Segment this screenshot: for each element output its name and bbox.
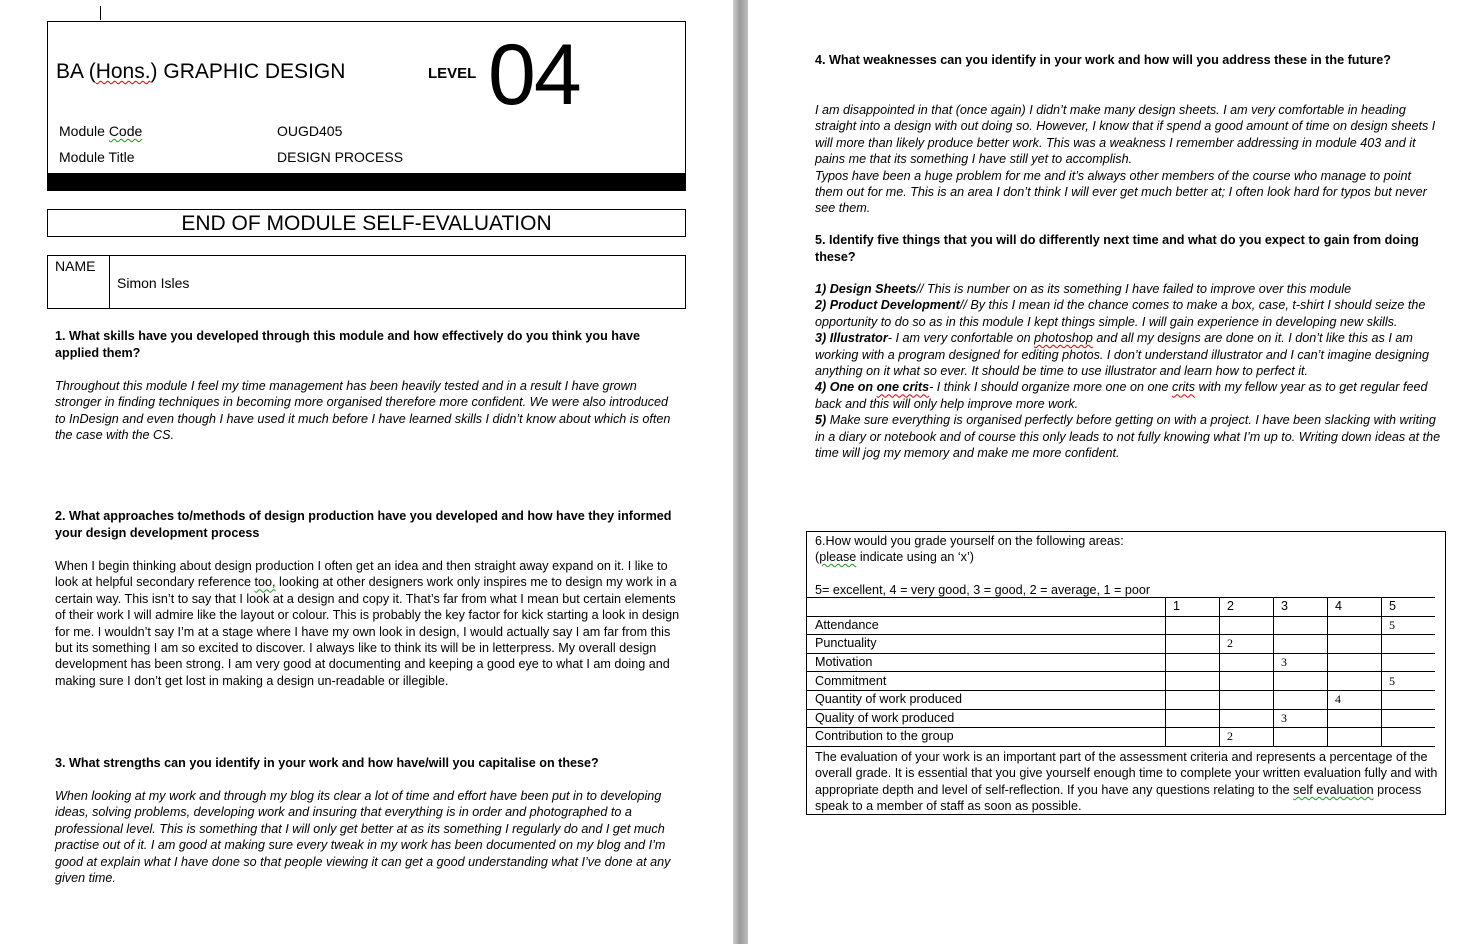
grade-col-4: 4	[1328, 598, 1382, 617]
table-row	[807, 616, 1435, 635]
grade-row-label: Attendance	[807, 616, 1166, 635]
page-left	[0, 0, 733, 944]
answer-2: When I begin thinking about design production I often get an idea and then straight away expand on it. I like to look at helpful secondary reference too, looking at other designers work only inspires me to design my work in a certain way. This isn’t to say that I look at a design and copy it. That’s far from what I mean but certain elements of their work I will admire like the layout or colour. This is probably the key factor for kick starting a look in design for me. I wouldn’t say I’m at a stage where I have my own look in design, I would actually say I am far from this but its something I am so excited to discover. I always like to think its will be in letterpress. My overall design development has been strong. I am very good at documenting and keeping a good eye to what I am doing and making sure I don’t get lost in making a design un-readable or illegible.	[55, 559, 680, 688]
name-field	[47, 255, 686, 309]
answer-4: I am disappointed in that (once again) I didn’t make many design sheets. I am very comfortable in heading straight into a design with out doing so. However, I know that if spend a good amount of time on design sheets I will more than likely produce better work. This was a weakness I remember addressing in module 403 and it pains me that its something I have still yet to accomplish. Typos have been a huge problem for me and it’s always other members of the course who manage to point them out for me. This is an area I don’t think I will ever get much better at; I often look hard for typos but never see them.	[815, 103, 1436, 216]
grade-col-2: 2	[1220, 598, 1274, 617]
grade-cell[interactable]: 4	[1328, 690, 1382, 709]
grade-col-5: 5	[1382, 598, 1436, 617]
question-3: 3. What strengths can you identify in your work and how have/will you capitalise on these?	[55, 756, 599, 770]
list-item: 3) Illustrator- I am very confortable on photoshop and all my designs are done on it. I don’t like this as I am working with a program designed for editing photos. I don’t understand illustrator and I can’t imagine designing anything on it what so ever. It should be time to use illustrator and learn how to perfect it.	[815, 331, 1429, 379]
list-item: 5) Make sure everything is organised perfectly before getting on with a project. I have been slacking with writing in a diary or notebook and of course this only leads to not fully knowing what I’m up to. Writing down ideas at the time will jog my memory and make me more confident.	[815, 413, 1441, 461]
grade-row-label: Commitment	[807, 672, 1166, 691]
grade-table-box	[806, 531, 1446, 815]
question-4: 4. What weaknesses can you identify in your work and how will you address these in the future?	[815, 53, 1391, 67]
grade-cell[interactable]	[1166, 635, 1220, 654]
name-value: Simon Isles	[117, 275, 190, 291]
grade-row-label: Punctuality	[807, 635, 1166, 654]
module-title-label: Module Title	[59, 149, 135, 165]
table-row	[807, 672, 1435, 691]
answer-3: When looking at my work and through my blog its clear a lot of time and effort have been put in to developing ideas, solving problems, developing work and insuring that everything is in order and photographed to a professional level. This is something that I will only get better at as its something I regularly do and I get much practise out of it. I am good at making sure every tweak in my work has been documented on my blog and I’m good at explain what I have done so that people viewing it can get a good understanding what I’ve done at any given time.	[55, 789, 671, 886]
grade-cell[interactable]	[1328, 672, 1382, 691]
grade-cell[interactable]	[1220, 616, 1274, 635]
grade-cell[interactable]	[1382, 728, 1436, 747]
grade-header-blank	[807, 598, 1166, 617]
grade-row-label: Contribution to the group	[807, 728, 1166, 747]
grade-cell[interactable]: 3	[1274, 709, 1328, 728]
name-divider	[109, 256, 110, 308]
module-title-value: DESIGN PROCESS	[277, 149, 404, 165]
name-label: NAME	[55, 258, 96, 274]
grade-cell[interactable]	[1166, 672, 1220, 691]
grade-cell[interactable]: 2	[1220, 728, 1274, 747]
grade-cell[interactable]: 5	[1382, 616, 1436, 635]
level-number: 04	[488, 27, 580, 123]
grade-col-3: 3	[1274, 598, 1328, 617]
grade-row-label: Quality of work produced	[807, 709, 1166, 728]
grade-cell[interactable]	[1382, 690, 1436, 709]
grade-cell[interactable]	[1382, 653, 1436, 672]
grade-cell[interactable]	[1220, 653, 1274, 672]
grade-cell[interactable]	[1166, 690, 1220, 709]
header-rule	[47, 173, 686, 191]
grade-col-1: 1	[1166, 598, 1220, 617]
grade-cell[interactable]	[1382, 635, 1436, 654]
grade-cell[interactable]: 3	[1274, 653, 1328, 672]
grade-cell[interactable]	[1166, 709, 1220, 728]
table-row	[807, 728, 1435, 747]
question-2: 2. What approaches to/methods of design production have you developed and how have they informed your design development process	[55, 509, 672, 540]
grade-cell[interactable]	[1220, 690, 1274, 709]
list-item: 2) Product Development// By this I mean id the chance comes to make a box, case, t-shirt I should seize the opportunity to do so as in this module I kept things simple. I will gain experience in developing new skills.	[815, 298, 1426, 329]
question-5: 5. Identify five things that you will do differently next time and what do you expect to gain from doing these?	[815, 233, 1419, 264]
grade-cell[interactable]	[1382, 709, 1436, 728]
grade-cell[interactable]	[1166, 728, 1220, 747]
grade-cell[interactable]	[1274, 690, 1328, 709]
grade-cell[interactable]	[1274, 728, 1328, 747]
grade-cell[interactable]: 2	[1220, 635, 1274, 654]
page-gutter	[733, 0, 748, 944]
grade-cell[interactable]	[1328, 635, 1382, 654]
list-item: 4) One on one crits- I think I should organize more one on one crits with my fellow year as to get regular feed back and this will only help improve more work.	[815, 380, 1428, 411]
grade-scale: 5= excellent, 4 = very good, 3 = good, 2 = average, 1 = poor	[815, 583, 1151, 597]
table-row	[807, 635, 1435, 654]
grade-cell[interactable]	[1220, 672, 1274, 691]
grade-row-label: Motivation	[807, 653, 1166, 672]
level-label: LEVEL	[428, 65, 477, 82]
grade-cell[interactable]	[1166, 653, 1220, 672]
course-title: BA (Hons.) GRAPHIC DESIGN	[56, 60, 346, 83]
grade-cell[interactable]	[1274, 672, 1328, 691]
grade-table	[807, 597, 1435, 747]
grade-cell[interactable]	[1166, 616, 1220, 635]
grade-cell[interactable]	[1328, 616, 1382, 635]
grade-cell[interactable]	[1220, 709, 1274, 728]
grade-header-row	[807, 598, 1435, 617]
list-item: 1) Design Sheets// This is number on as its something I have failed to improve over this module	[815, 282, 1352, 296]
answer-1: Throughout this module I feel my time management has been heavily tested and in a result I have grown stronger in finding techniques in becoming more organised therefore more confident. We were also introduced to InDesign and even though I have used it much before I have learned skills I didn’t know about which is often the case with the CS.	[55, 379, 671, 443]
table-row	[807, 653, 1435, 672]
answer-5	[815, 281, 1445, 461]
grade-cell[interactable]	[1328, 653, 1382, 672]
question-6: 6.How would you grade yourself on the following areas:	[815, 534, 1124, 548]
module-code-value: OUGD405	[277, 123, 343, 139]
question-1: 1. What skills have you developed through this module and how effectively do you think you have applied them?	[55, 329, 641, 360]
grade-row-label: Quantity of work produced	[807, 690, 1166, 709]
grade-instruction: (please indicate using an ‘x’)	[815, 550, 974, 564]
module-header	[47, 21, 686, 175]
grade-cell[interactable]	[1274, 616, 1328, 635]
text-cursor	[100, 6, 101, 20]
module-code-label: Module Code	[59, 123, 143, 139]
grade-cell[interactable]	[1274, 635, 1328, 654]
grade-cell[interactable]	[1328, 709, 1382, 728]
grade-footer: The evaluation of your work is an important part of the assessment criteria and represents a percentage of the overall grade. It is essential that you give yourself enough time to complete your written evaluation fully and with appropriate depth and level of self-reflection. If you have any questions relating to the self evaluation process speak to a member of staff as soon as possible.	[815, 750, 1438, 814]
table-row	[807, 690, 1435, 709]
table-row	[807, 709, 1435, 728]
grade-cell[interactable]: 5	[1382, 672, 1436, 691]
grade-cell[interactable]	[1328, 728, 1382, 747]
form-title: END OF MODULE SELF-EVALUATION	[47, 209, 686, 237]
